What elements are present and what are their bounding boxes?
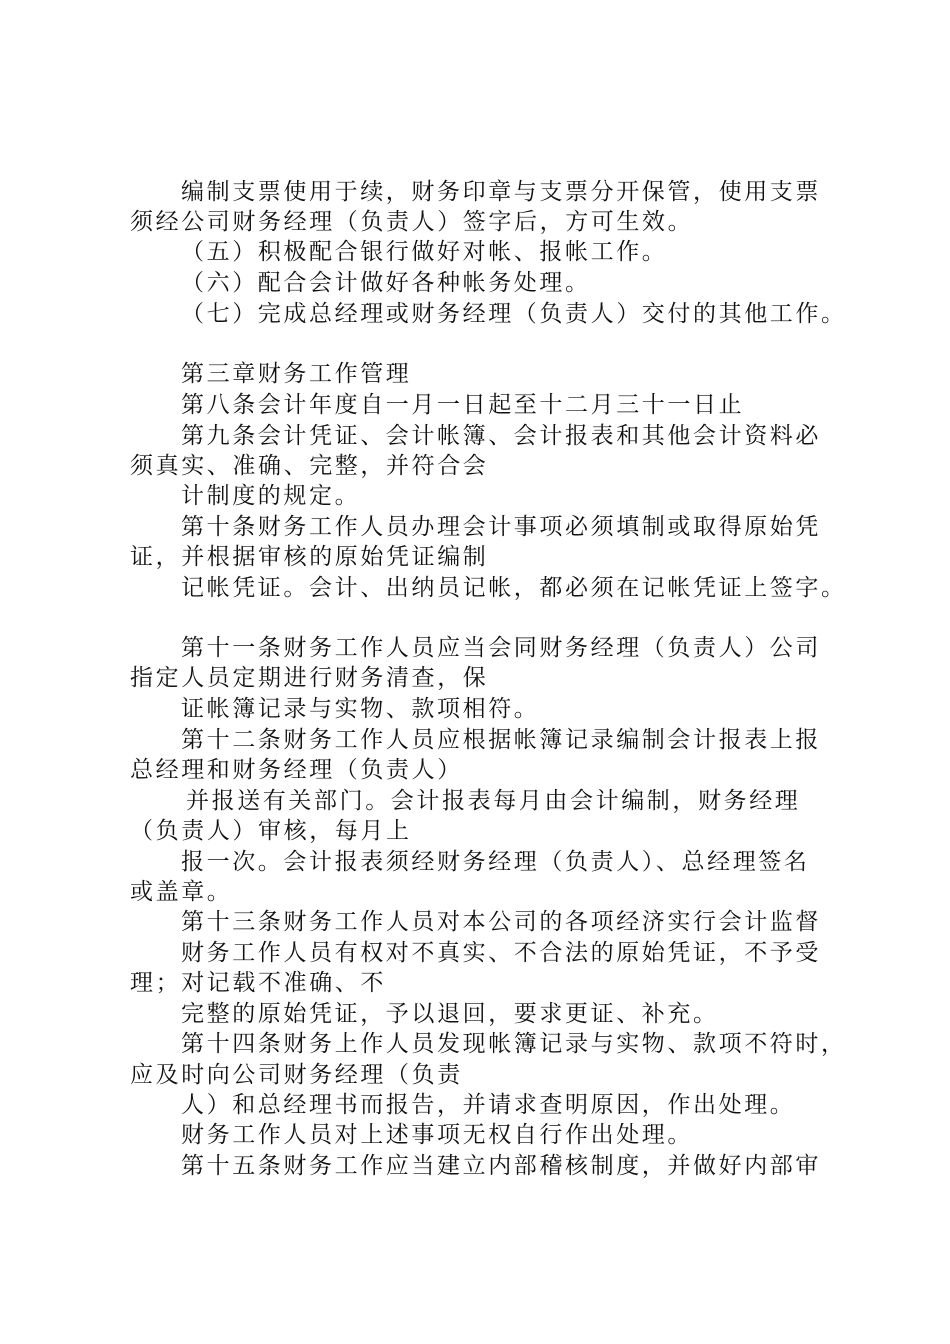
text-line: 须经公司财务经理（负责人）签字后，方可生效。 — [130, 209, 694, 235]
text-line: 记帐凭证。会计、出纳员记帐，都必须在记帐凭证上签字。 — [181, 575, 847, 601]
text-line: 证帐簿记录与实物、款项相符。 — [181, 696, 540, 722]
text-line: 财务工作人员对上述事项无权自行作出处理。 — [181, 1122, 693, 1148]
text-line: 须真实、准确、完整，并符合会 — [130, 453, 489, 479]
chapter-heading: 第三章财务工作管理 — [181, 361, 412, 387]
text-line: （五）积极配合银行做好对帐、报帐工作。 — [181, 239, 668, 265]
text-line: （七）完成总经理或财务经理（负责人）交付的其他工作。 — [181, 301, 847, 327]
text-line: 总经理和财务经理（负责人） — [130, 757, 463, 783]
text-line: 完整的原始凭证，予以退回，要求更证、补充。 — [181, 1001, 719, 1027]
text-line: 第九条会计凭证、会计帐簿、会计报表和其他会计资料必 — [181, 423, 821, 449]
text-line: 应及时向公司财务经理（负责 — [130, 1062, 463, 1088]
text-line: 并报送有关部门。会计报表每月由会计编制，财务经理 — [186, 788, 801, 814]
text-line: 第十四条财务上作人员发现帐簿记录与实物、款项不符时， — [181, 1031, 847, 1057]
text-line: 第十条财务工作人员办理会计事项必须填制或取得原始凭 — [181, 514, 821, 540]
text-line: 计制度的规定。 — [181, 483, 361, 509]
text-line: 第十二条财务工作人员应根据帐簿记录编制会计报表上报 — [181, 727, 821, 753]
text-line: 或盖章。 — [130, 879, 233, 905]
text-line: 报一次。会计报表须经财务经理（负责人）、总经理签名 — [181, 849, 810, 875]
text-line: 编制支票使用于续，财务印章与支票分开保管，使用支票 — [181, 179, 821, 205]
text-line: 第十三条财务工作人员对本公司的各项经济实行会计监督 — [181, 909, 821, 935]
text-line: 第十一条财务工作人员应当会同财务经理（负责人）公司 — [181, 635, 821, 661]
text-line: 第八条会计年度自一月一日起至十二月三十一日止 — [181, 392, 745, 418]
text-line: 财务工作人员有权对不真实、不合法的原始凭证，不予受 — [181, 940, 821, 966]
text-line: 理；对记载不准确、不 — [130, 970, 386, 996]
text-line: （负责人）审核，每月上 — [130, 818, 412, 844]
text-line: 证，并根据审核的原始凭证编制 — [130, 544, 489, 570]
text-line: （六）配合会计做好各种帐务处理。 — [181, 270, 591, 296]
text-line: 第十五条财务工作应当建立内部稽核制度，并做好内部审 — [181, 1153, 821, 1179]
text-line: 指定人员定期进行财务清查，保 — [130, 665, 489, 691]
text-line: 人）和总经理书而报告，并请求查明原因，作出处理。 — [181, 1092, 796, 1118]
